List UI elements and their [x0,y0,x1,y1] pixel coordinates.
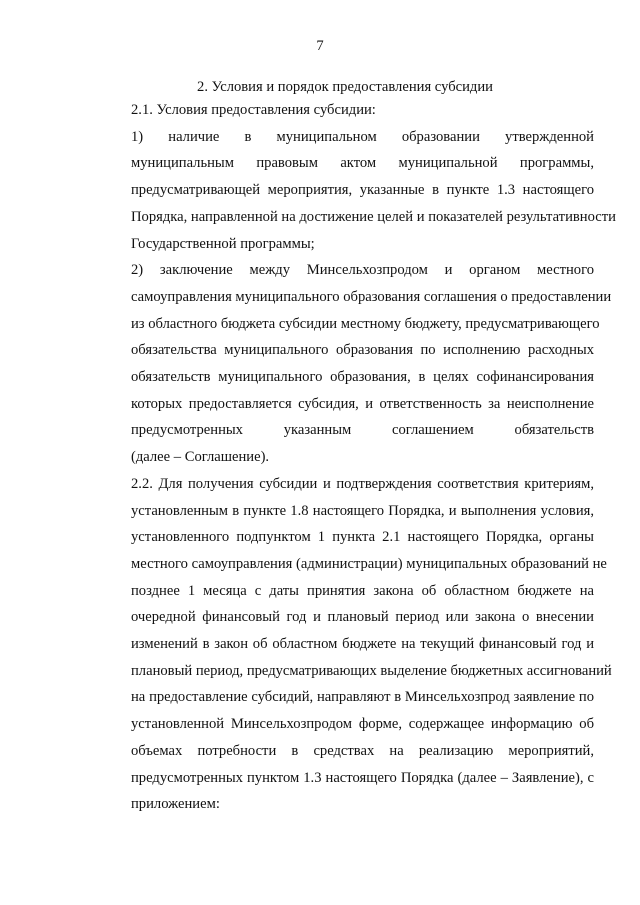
text-line: плановый период, предусматривающих выделение бюджетных ассигнований [131,662,612,679]
text-line: Государственной программы; [131,235,315,252]
text-line: (далее – Соглашение). [131,449,270,466]
text-line: которых предоставляется субсидия, и ответственность за неисполнение [131,395,594,412]
text-line: местного самоуправления (администрации) муниципальных образований не [131,555,607,572]
text-line: 2) заключение между Минсельхозпродом и органом местного [131,262,594,279]
text-line: 2.2. Для получения субсидии и подтверждения соответствия критериям, [131,475,594,492]
paragraph-item-2 [96,257,612,471]
text-line: установленного подпунктом 1 пункта 2.1 настоящего Порядка, органы [131,529,594,546]
text-line: предусмотренных пунктом 1.3 настоящего Порядка (далее – Заявление), с [131,769,594,786]
section-heading: 2. Условия и порядок предоставления субсидии [197,79,493,95]
page-number: 7 [316,38,324,54]
text-line: установленным в пункте 1.8 настоящего Порядка, и выполнения условия, [131,502,594,519]
text-line: обязательства муниципального образования по исполнению расходных [131,342,594,359]
body-text [96,97,616,818]
text-line: очередной финансовый год и плановый период или закона о внесении [131,609,594,626]
text-line: изменений в закон об областном бюджете на текущий финансовый год и [131,636,594,653]
paragraph-2-2 [96,471,612,818]
text-line: на предоставление субсидий, направляют в Минсельхозпрод заявление по [131,689,594,706]
text-line: предусматривающей мероприятия, указанные в пункте 1.3 настоящего [131,182,594,199]
text-line: установленной Минсельхозпродом форме, содержащее информацию об [131,716,594,733]
text-line: 1) наличие в муниципальном образовании утвержденной [131,128,594,145]
text-line: объемах потребности в средствах на реализацию мероприятий, [131,742,594,759]
paragraph-2-1 [96,97,594,124]
text-line: муниципальным правовым актом муниципальной программы, [131,155,594,172]
text-line: предусмотренных указанным соглашением обязательств [131,422,594,439]
text-line: самоуправления муниципального образования соглашения о предоставлении [131,288,612,305]
text-line: обязательств муниципального образования, в целях софинансирования [131,369,594,386]
text-line: приложением: [131,796,220,813]
paragraph-item-1 [96,124,616,258]
text-line: 2.1. Условия предоставления субсидии: [131,102,376,118]
text-line: из областного бюджета субсидии местному бюджету, предусматривающего [131,315,600,332]
text-line: позднее 1 месяца с даты принятия закона об областном бюджете на [131,582,594,599]
text-line: Порядка, направленной на достижение целей и показателей результативности [131,208,616,225]
